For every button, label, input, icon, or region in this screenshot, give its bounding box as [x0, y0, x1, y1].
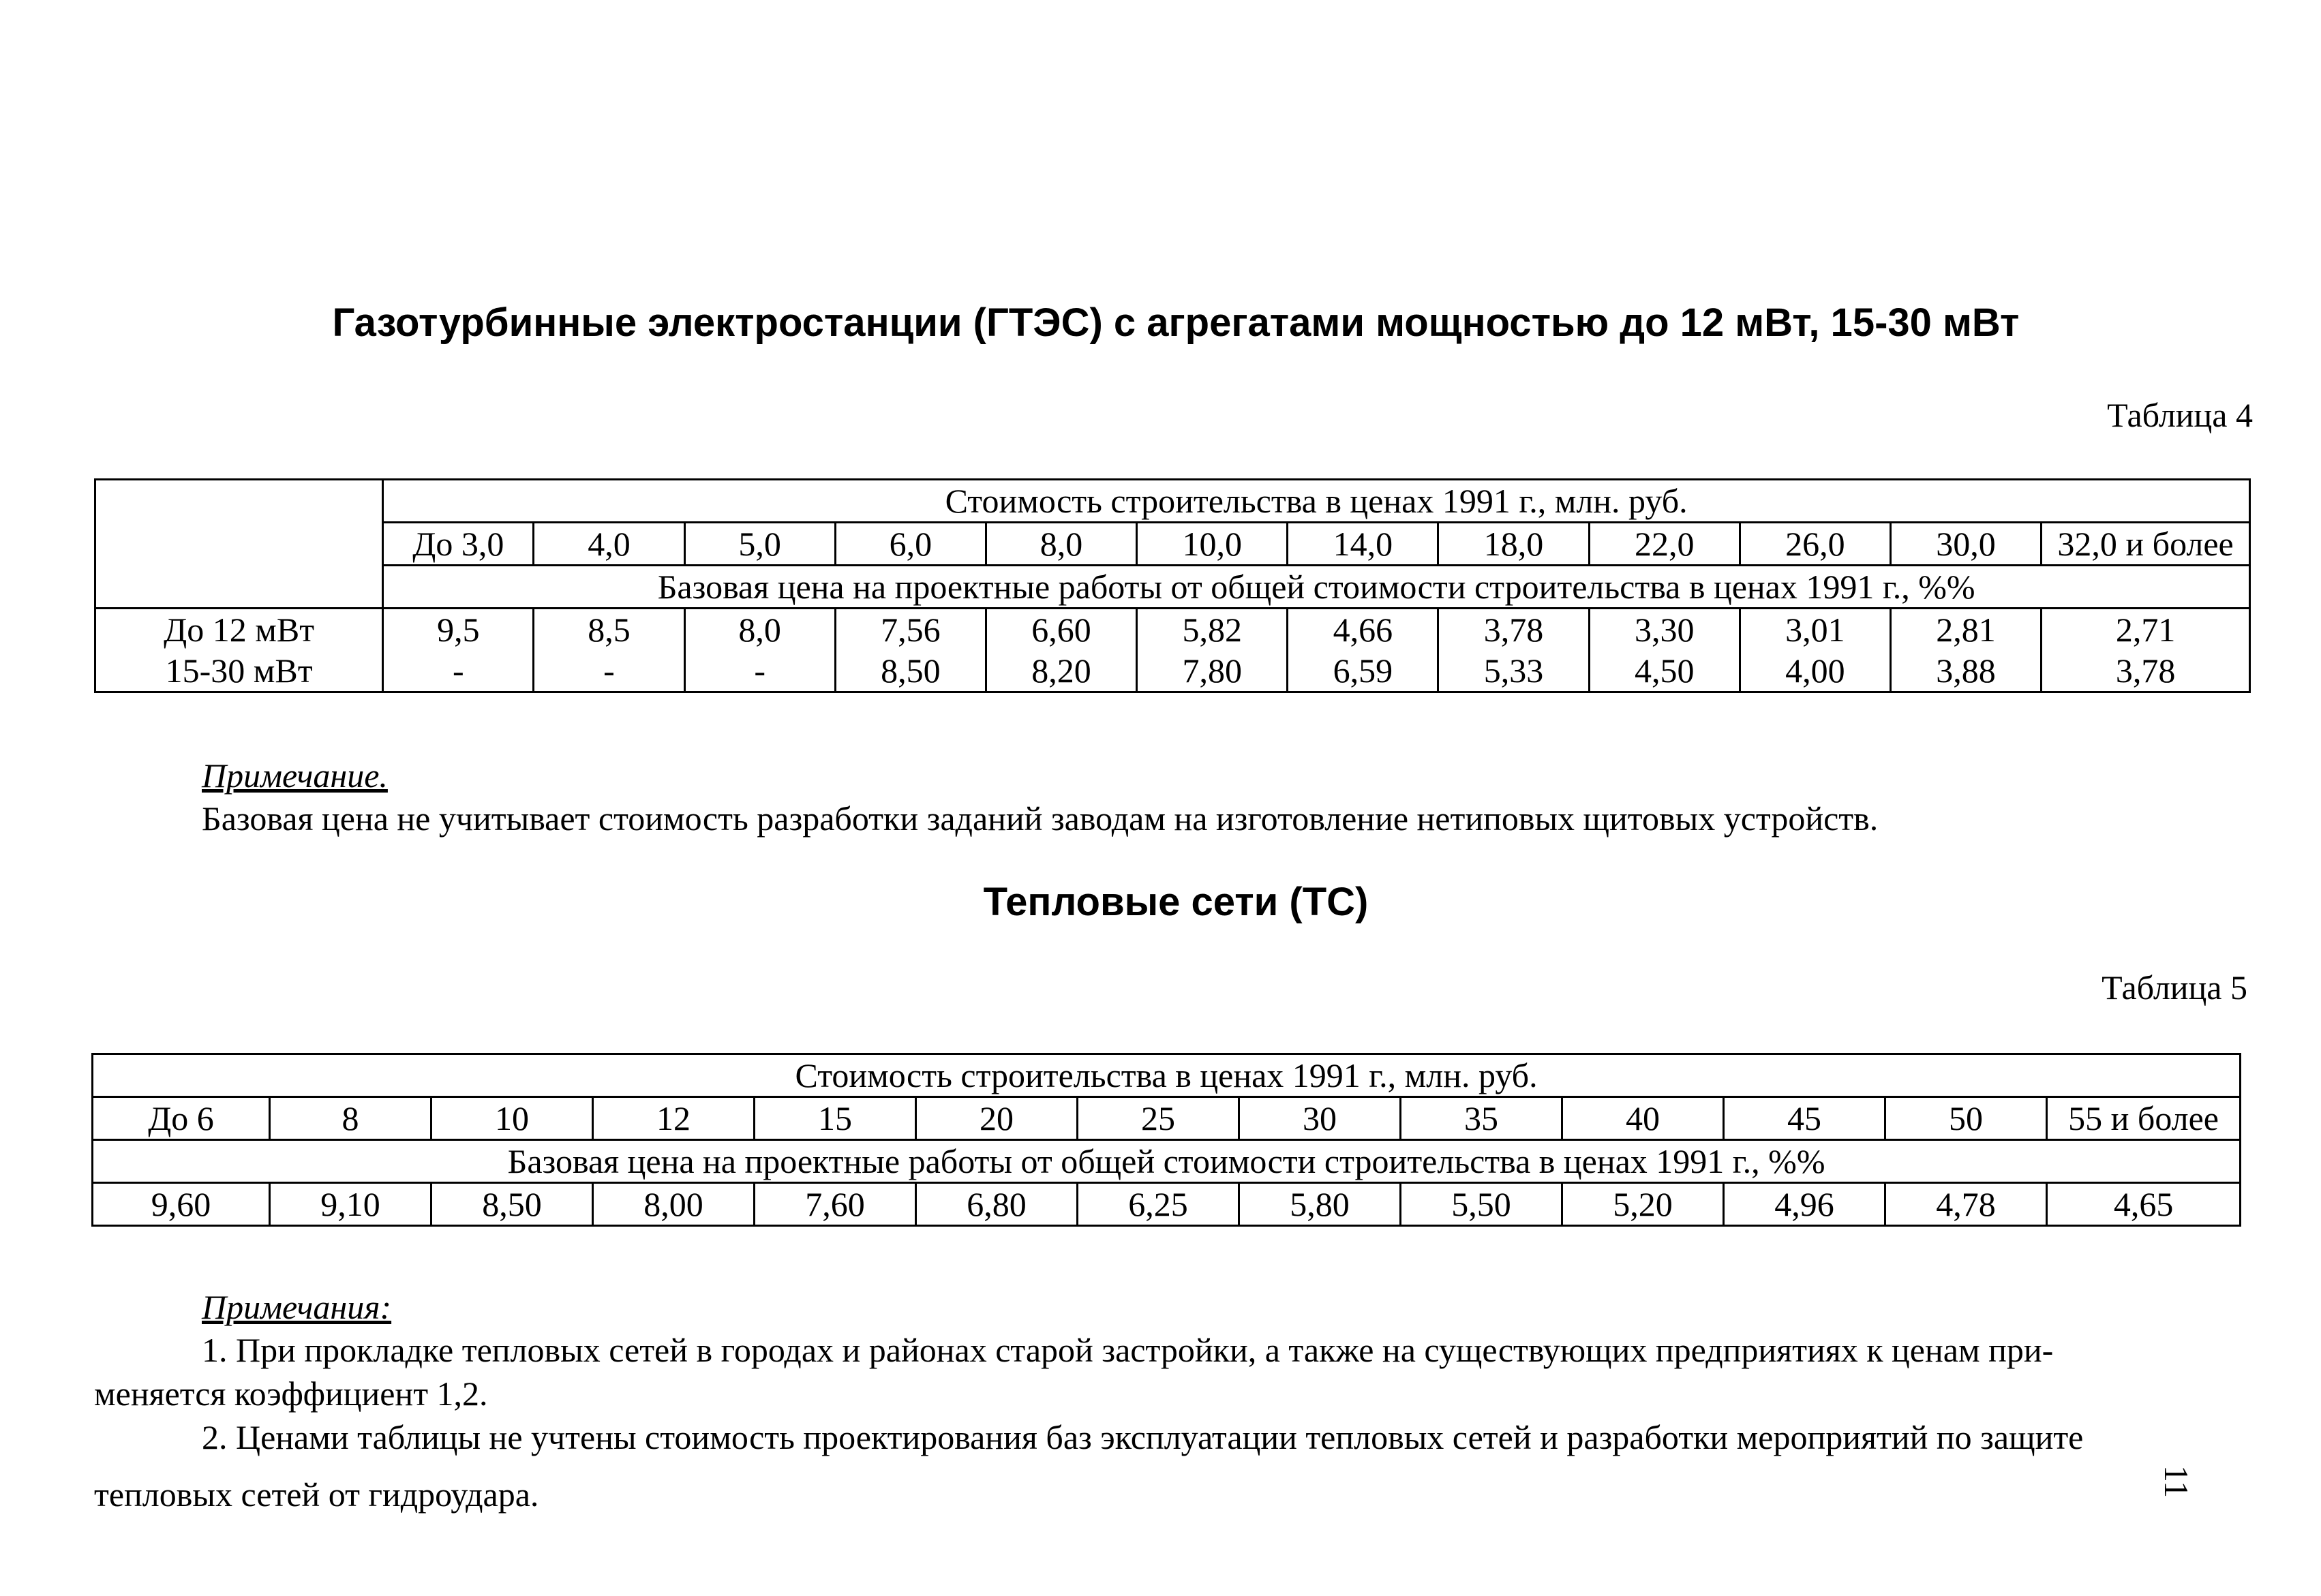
table-cell: 7,60	[755, 1183, 916, 1226]
table-cell: 5,82	[1137, 609, 1288, 651]
table-cell: 2,71	[2042, 609, 2250, 651]
table-cell: -	[684, 650, 835, 692]
table-cell: 8,5	[534, 609, 684, 651]
row-label: 15-30 мВт	[95, 650, 383, 692]
table-5-cost-col: 25	[1078, 1097, 1239, 1140]
table-5-cost-col: 12	[593, 1097, 755, 1140]
table-5-label: Таблица 5	[2102, 968, 2247, 1007]
table-5-cost-col: 10	[431, 1097, 593, 1140]
table-4-cost-col: 32,0 и более	[2042, 523, 2250, 566]
table-5-cost-col: 45	[1724, 1097, 1885, 1140]
table-cell: 6,25	[1078, 1183, 1239, 1226]
table-5-cost-col: 50	[1885, 1097, 2047, 1140]
table-4-cost-col: 8,0	[986, 523, 1136, 566]
note-heading: Примечание.	[202, 756, 388, 795]
table-cell: 6,59	[1288, 650, 1438, 692]
table-5-cost-col: 8	[270, 1097, 431, 1140]
table-cell: 5,50	[1401, 1183, 1562, 1226]
table-4-corner-cell	[95, 480, 383, 609]
table-4	[94, 478, 2251, 693]
table-cell: 4,65	[2047, 1183, 2241, 1226]
table-5-price-header: Базовая цена на проектные работы от общей стоимости строительства в ценах 1991 г., %%	[93, 1140, 2241, 1183]
table-cell: 4,78	[1885, 1183, 2047, 1226]
table-5-cost-col: 35	[1401, 1097, 1562, 1140]
table-4-cost-header: Стоимость строительства в ценах 1991 г., млн. руб.	[383, 480, 2250, 523]
table-5-cost-col: 15	[755, 1097, 916, 1140]
table-cell: 4,00	[1740, 650, 1890, 692]
table-4-cost-row	[95, 523, 2250, 566]
table-5-cost-col: 20	[916, 1097, 1078, 1140]
table-row	[93, 1183, 2241, 1226]
table-cell: 9,60	[93, 1183, 270, 1226]
table-cell: 4,66	[1288, 609, 1438, 651]
table-4-cost-col: 6,0	[835, 523, 986, 566]
table-cell: 8,50	[835, 650, 986, 692]
note-1-line-2: меняется коэффициент 1,2.	[94, 1375, 488, 1413]
table-5-cost-col: 40	[1562, 1097, 1724, 1140]
note-text: Базовая цена не учитывает стоимость разработки заданий заводам на изготовление нетиповых щитовых устройств.	[202, 799, 1879, 838]
table-cell: -	[534, 650, 684, 692]
table-4-cost-col: 4,0	[534, 523, 684, 566]
table-cell: 4,96	[1724, 1183, 1885, 1226]
table-5	[91, 1053, 2241, 1227]
table-5-cost-col: 55 и более	[2047, 1097, 2241, 1140]
table-cell: 3,78	[1438, 609, 1589, 651]
table-row	[95, 650, 2250, 692]
table-cell: 7,56	[835, 609, 986, 651]
section-title-heat-networks: Тепловые сети (ТС)	[983, 880, 1369, 924]
table-5-cost-row	[93, 1097, 2241, 1140]
table-cell: 8,50	[431, 1183, 593, 1226]
section-title-gtes: Газотурбинные электростанции (ГТЭС) с агрегатами мощностью до 12 мВт, 15-30 мВт	[332, 301, 2020, 345]
row-label: До 12 мВт	[95, 609, 383, 651]
table-cell: 3,30	[1589, 609, 1740, 651]
table-4-cost-col: 5,0	[684, 523, 835, 566]
table-4-cost-col: 18,0	[1438, 523, 1589, 566]
table-cell: -	[383, 650, 534, 692]
table-cell: 8,00	[593, 1183, 755, 1226]
table-4-cost-col: 22,0	[1589, 523, 1740, 566]
table-cell: 9,10	[270, 1183, 431, 1226]
table-cell: 9,5	[383, 609, 534, 651]
table-cell: 7,80	[1137, 650, 1288, 692]
table-4-price-header: Базовая цена на проектные работы от общей стоимости строительства в ценах 1991 г., %%	[383, 566, 2250, 609]
table-cell: 3,01	[1740, 609, 1890, 651]
page-number: 11	[2157, 1465, 2196, 1499]
table-4-cost-col: 30,0	[1890, 523, 2041, 566]
table-cell: 8,20	[986, 650, 1136, 692]
note-1-line-1: 1. При прокладке тепловых сетей в городах и районах старой застройки, а также на существующих предприятиях к ценам при-	[202, 1331, 2054, 1369]
table-cell: 6,80	[916, 1183, 1078, 1226]
notes-heading: Примечания:	[202, 1288, 392, 1326]
table-4-cost-col: 14,0	[1288, 523, 1438, 566]
table-4-label: Таблица 4	[2107, 396, 2253, 434]
table-cell: 6,60	[986, 609, 1136, 651]
table-cell: 8,0	[684, 609, 835, 651]
table-5-cost-header: Стоимость строительства в ценах 1991 г., млн. руб.	[93, 1054, 2241, 1097]
table-cell: 3,88	[1890, 650, 2041, 692]
table-4-cost-col: 10,0	[1137, 523, 1288, 566]
table-cell: 5,33	[1438, 650, 1589, 692]
table-cell: 5,80	[1239, 1183, 1401, 1226]
table-cell: 4,50	[1589, 650, 1740, 692]
table-row	[95, 609, 2250, 651]
table-5-cost-col: 30	[1239, 1097, 1401, 1140]
note-2-line-2: тепловых сетей от гидроудара.	[94, 1475, 539, 1514]
table-4-cost-col: 26,0	[1740, 523, 1890, 566]
table-cell: 2,81	[1890, 609, 2041, 651]
table-cell: 5,20	[1562, 1183, 1724, 1226]
table-4-cost-col: До 3,0	[383, 523, 534, 566]
table-5-cost-col: До 6	[93, 1097, 270, 1140]
table-cell: 3,78	[2042, 650, 2250, 692]
note-2-line-1: 2. Ценами таблицы не учтены стоимость проектирования баз эксплуатации тепловых сетей и разработки мероприятий по защите	[202, 1418, 2084, 1456]
